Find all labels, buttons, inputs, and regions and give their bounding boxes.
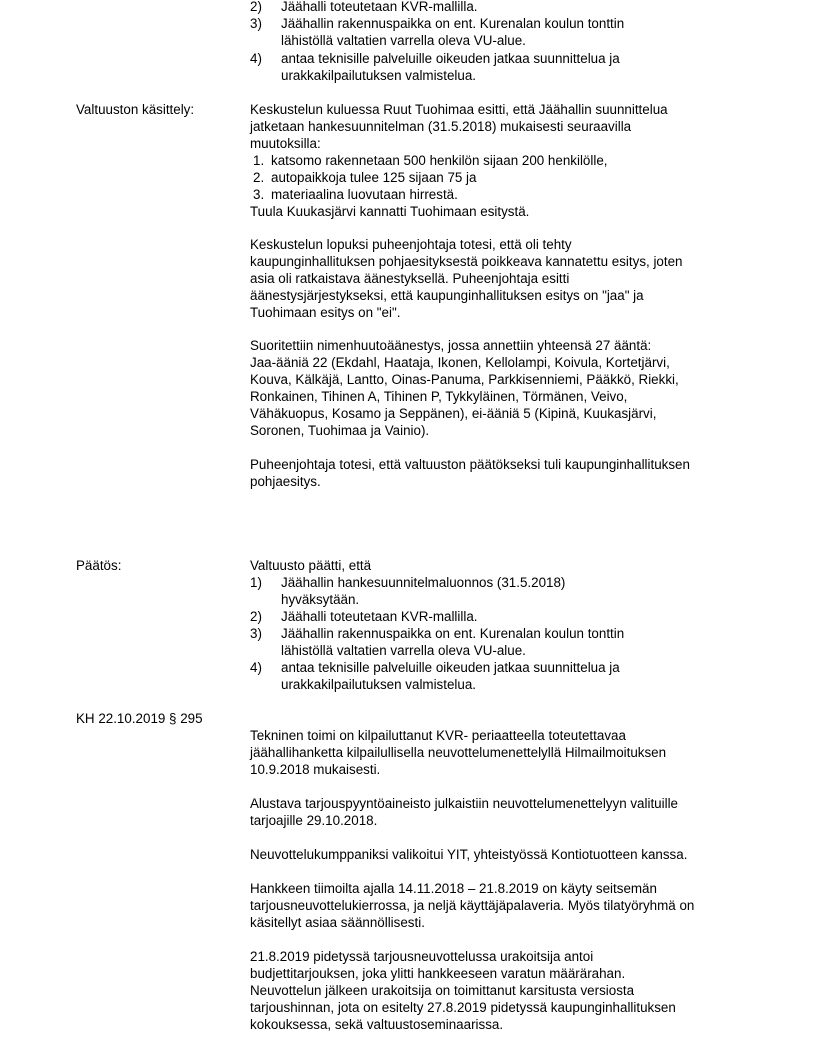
paragraph-line: Jaa-ääniä 22 (Ekdahl, Haataja, Ikonen, Kellolampi, Koivula, Kortetjärvi, (250, 355, 670, 370)
paragraph-line: Alustava tarjouspyyntöaineisto julkaistiin neuvottelumenettelyyn valituille (250, 796, 678, 811)
list-text: autopaikkoja tulee 125 sijaan 75 ja (271, 170, 477, 185)
paragraph-line: Hankkeen tiimoilta ajalla 14.11.2018 – 21.8.2019 on käyty seitsemän (250, 881, 657, 896)
paragraph-line: Ronkainen, Tihinen A, Tihinen P, Tykkyläinen, Törmänen, Veivo, (250, 389, 628, 404)
list-text: Jäähalli toteutetaan KVR-mallilla. (281, 0, 478, 14)
list-text: urakkakilpailutuksen valmistelua. (281, 677, 477, 692)
paragraph-line: äänestysjärjestykseksi, että kaupunginhallituksen esitys on "jaa" ja (250, 288, 644, 303)
paragraph-line: Soronen, Tuohimaa ja Vainio). (250, 423, 430, 438)
list-text: katsomo rakennetaan 500 henkilön sijaan 200 henkilölle, (271, 153, 608, 168)
list-number: 1. (253, 153, 265, 168)
paragraph-line: jatketaan hankesuunnitelman (31.5.2018) mukaisesti seuraavilla (250, 119, 632, 134)
list-number: 3) (250, 16, 262, 31)
list-text: Jäähallin rakennuspaikka on ent. Kurenalan koulun tonttin (281, 626, 625, 641)
paragraph-line: tarjousneuvottelukierrossa, ja neljä käyttäjäpalaveria. Myös tilatyöryhmä on (250, 898, 695, 913)
paragraph-line: Tuohimaan esitys on "ei". (250, 305, 401, 320)
paragraph-line: jäähallihanketta kilpailullisella neuvottelumenettelyllä Hilmailmoituksen (250, 745, 667, 760)
paragraph-line: kokouksessa, sekä valtuustoseminaarissa. (250, 1017, 504, 1032)
list-text: antaa teknisille palveluille oikeuden jatkaa suunnittelua ja (281, 51, 620, 66)
list-text: lähistöllä valtatien varrella oleva VU-alue. (281, 33, 526, 48)
list-number: 4) (250, 51, 262, 66)
section-label: Valtuuston käsittely: (76, 102, 195, 117)
section-label: Päätös: (76, 558, 122, 573)
list-text: materiaalina luovutaan hirrestä. (271, 187, 458, 202)
paragraph-line: Tuula Kuukasjärvi kannatti Tuohimaan esitystä. (250, 204, 530, 219)
paragraph-line: tarjoajille 29.10.2018. (250, 813, 378, 828)
paragraph-line: pohjaesitys. (250, 474, 321, 489)
paragraph-line: tarjoushinnan, jota on esitelty 27.8.2019 pidetyssä kaupunginhallituksen (250, 1000, 676, 1015)
list-text: antaa teknisille palveluille oikeuden jatkaa suunnittelua ja (281, 660, 620, 675)
paragraph-line: Valtuusto päätti, että (250, 558, 372, 573)
paragraph-line: Vähäkuopus, Kosamo ja Seppänen), ei-ääniä 5 (Kipinä, Kuukasjärvi, (250, 406, 657, 421)
list-text: lähistöllä valtatien varrella oleva VU-alue. (281, 643, 526, 658)
paragraph-line: Tekninen toimi on kilpailuttanut KVR- periaatteella toteutettavaa (250, 728, 626, 743)
paragraph-line: kaupunginhallituksen pohjaesityksestä poikkeava kannatettu esitys, joten (250, 254, 683, 269)
paragraph-line: Kouva, Kälkäjä, Lantto, Oinas-Panuma, Parkkisenniemi, Pääkkö, Riekki, (250, 372, 679, 387)
list-number: 3. (253, 187, 265, 202)
paragraph-line: Keskustelun lopuksi puheenjohtaja totesi, että oli tehty (250, 237, 572, 252)
paragraph-line: käsitellyt asiaa säännöllisesti. (250, 915, 425, 930)
list-number: 4) (250, 660, 262, 675)
paragraph-line: muutoksilla: (250, 136, 321, 151)
paragraph-line: Neuvottelun jälkeen urakoitsija on toimittanut karsitusta versiosta (250, 983, 635, 998)
list-number: 2) (250, 0, 262, 14)
list-number: 2) (250, 609, 262, 624)
list-text: Jäähalli toteutetaan KVR-mallilla. (281, 609, 478, 624)
list-text: hyväksytään. (281, 592, 360, 607)
list-text: Jäähallin rakennuspaikka on ent. Kurenalan koulun tonttin (281, 16, 625, 31)
paragraph-line: 10.9.2018 mukaisesti. (250, 762, 381, 777)
list-text: Jäähallin hankesuunnitelmaluonnos (31.5.2018) (281, 575, 566, 590)
paragraph-line: Neuvottelukumppaniksi valikoitui YIT, yhteistyössä Kontiotuotteen kanssa. (250, 847, 688, 862)
list-number: 3) (250, 626, 262, 641)
paragraph-line: 21.8.2019 pidetyssä tarjousneuvottelussa urakoitsija antoi (250, 949, 594, 964)
paragraph-line: Suoritettiin nimenhuutoäänestys, jossa annettiin yhteensä 27 ääntä: (250, 338, 652, 353)
paragraph-line: budjettitarjouksen, joka ylitti hankkeeseen varatun määrärahan. (250, 966, 626, 981)
paragraph-line: asia oli ratkaistava äänestyksellä. Puheenjohtaja esitti (250, 271, 570, 286)
list-number: 2. (253, 170, 265, 185)
section-label: KH 22.10.2019 § 295 (76, 711, 203, 726)
paragraph-line: Keskustelun kuluessa Ruut Tuohimaa esitti, että Jäähallin suunnittelua (250, 102, 668, 117)
list-text: urakkakilpailutuksen valmistelua. (281, 68, 477, 83)
paragraph-line: Puheenjohtaja totesi, että valtuuston päätökseksi tuli kaupunginhallituksen (250, 457, 690, 472)
list-number: 1) (250, 575, 262, 590)
